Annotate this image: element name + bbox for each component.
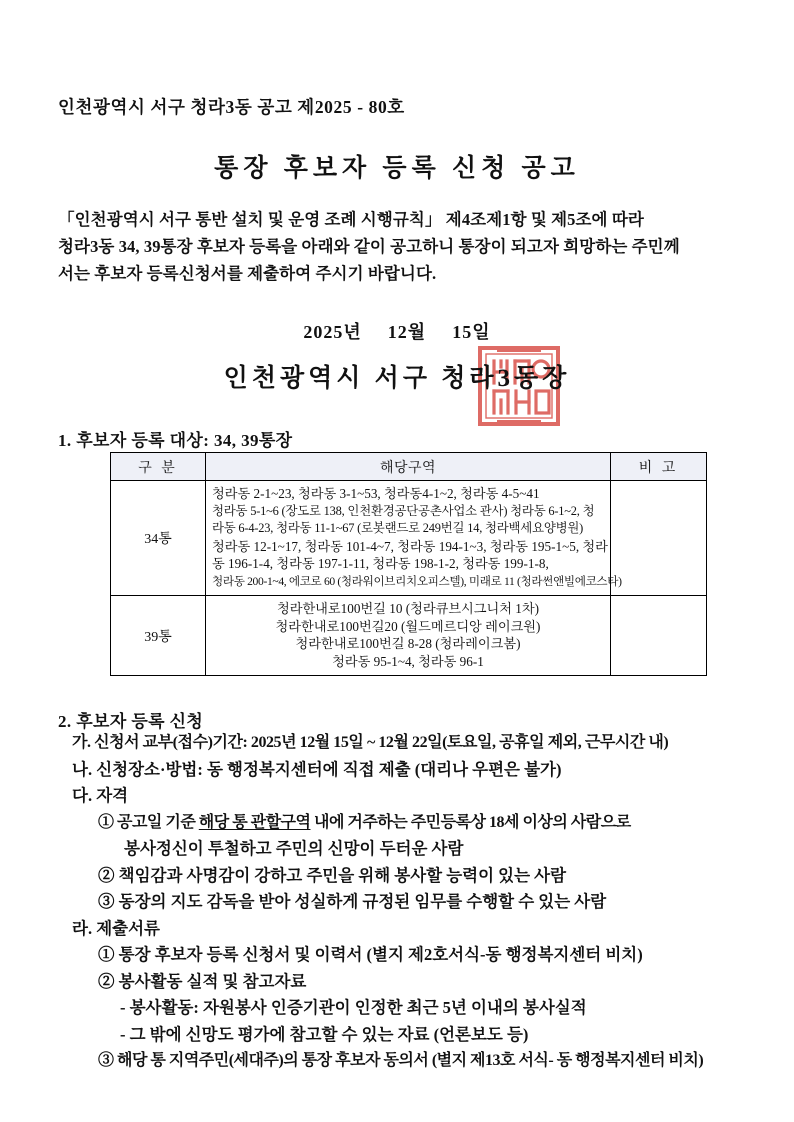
intro-line-3: 서는 후보자 등록신청서를 제출하여 주시기 바랍니다. (58, 264, 437, 283)
item-da-2: ② 책임감과 사명감이 강하고 주민을 위해 봉사할 능력이 있는 사람 (98, 865, 567, 885)
intro-line-2: 청라3동 34, 39통장 후보자 등록을 아래와 같이 공고하니 통장이 되고자 희망하는 주민께 (58, 237, 680, 256)
page-title: 통장 후보자 등록 신청 공고 (214, 155, 580, 182)
table-body (111, 481, 707, 676)
cell-area (206, 481, 622, 596)
item-na: 나. 신청장소·방법: 동 행정복지센터에 직접 제출 (대리나 우편은 불가) (72, 759, 562, 779)
document-number: 인천광역시 서구 청라3동 공고 제2025 - 80호 (58, 97, 405, 117)
section-2-body (58, 730, 748, 1075)
column-header-area: 해당구역 (206, 453, 611, 481)
cell-area (206, 596, 611, 676)
area-line: 청라동 200-1~4, 에코로 60 (청라워이브리치오피스텔), 미래로 11 (청라썬앤빌에코스타) (212, 574, 622, 588)
item-ra-1: ① 통장 후보자 등록 신청서 및 이력서 (별지 제2호서식-동 행정복지센터 비치) (98, 945, 643, 964)
item-ra-2: ② 봉사활동 실적 및 참고자료 (98, 971, 307, 991)
cell-division: 39통 (111, 596, 206, 676)
table-row (111, 481, 707, 596)
item-ra-2-sub-1: - 봉사활동: 자원봉사 인증기관이 인정한 최근 5년 이내의 봉사실적 (120, 998, 587, 1017)
item-da-1-post: 내에 거주하는 주민등록상 18세 이상의 사람으로 (310, 813, 631, 831)
cell-note (611, 481, 707, 596)
item-ra-2-sub-2: - 그 밖에 신망도 평가에 참고할 수 있는 자료 (언론보도 등) (120, 1024, 529, 1044)
area-line: 동 196-1-4, 청라동 197-1-11, 청라동 198-1-2, 청라동 199-1-8, (212, 556, 549, 571)
area-line: 청라동 5-1~6 (장도로 138, 인천환경공단공촌사업소 관사) 청라동 6-1~2, 청 (212, 503, 595, 518)
cell-division: 34통 (111, 481, 206, 596)
issue-date (0, 318, 794, 344)
table-row (111, 596, 707, 676)
item-da-3: ③ 동장의 지도 감독을 받아 성실하게 규정된 임무를 수행할 수 있는 사람 (98, 892, 607, 911)
intro-line-1: 「인천광역시 서구 통반 설치 및 운영 조례 시행규칙」 제4조제1항 및 제5조에 따라 (58, 210, 644, 229)
item-da-1-highlight: 해당 통 관할구역 (198, 813, 311, 831)
column-header-note: 비 고 (611, 453, 707, 481)
section-1-heading: 1. 후보자 등록 대상: 34, 39통장 (58, 431, 293, 450)
cell-note (611, 596, 707, 676)
item-ra-label: 라. 제출서류 (72, 918, 160, 938)
issuer-name: 인천광역시 서구 청라3동장 (223, 365, 571, 392)
district-table (110, 452, 707, 676)
item-ga: 가. 신청서 교부(접수)기간: 2025년 12월 15일 ~ 12월 22일(토요일, 공휴일 제외, 근무시간 내) (72, 734, 669, 751)
item-ra-3: ③ 해당 통 지역주민(세대주)의 통장 후보자 동의서 (별지 제13호 서식- 동 행정복지센터 비치) (98, 1052, 704, 1069)
area-line: 청라동 95-1~4, 청라동 96-1 (332, 653, 484, 669)
area-line: 청라동 12-1~17, 청라동 101-4~7, 청라동 194-1~3, 청라동 195-1~5, 청라 (212, 538, 608, 554)
issue-month: 12월 (387, 322, 427, 342)
section-2-heading: 2. 후보자 등록 신청 (58, 712, 204, 731)
table-header-row (111, 453, 707, 481)
area-line: 청라동 2-1~23, 청라동 3-1~53, 청라동4-1~2, 청라동 4-5~41 (212, 486, 540, 501)
area-line: 청라한내로100번길 10 (청라큐브시그니처 1차) (276, 601, 540, 616)
area-line: 라동 6-4-23, 청라동 11-1~67 (로봇랜드로 249번길 14, 청라백세요양병원) (212, 521, 584, 535)
item-da-label: 다. 자격 (72, 786, 129, 805)
area-line: 청라한내로100번길 8-28 (청라레이크봄) (295, 636, 521, 651)
issue-year: 2025년 (303, 322, 362, 342)
item-da-1 (58, 810, 748, 837)
issue-day: 15일 (452, 322, 491, 342)
item-da-1-continued: 봉사정신이 투철하고 주민의 신망이 두터운 사람 (124, 839, 464, 858)
area-line: 청라한내로100번길20 (월드메르디앙 레이크원) (275, 618, 541, 634)
issuer-line (0, 358, 794, 394)
item-da-1-pre: ① 공고일 기준 (98, 813, 199, 831)
intro-paragraph (58, 206, 738, 287)
column-header-division: 구 분 (111, 453, 206, 481)
